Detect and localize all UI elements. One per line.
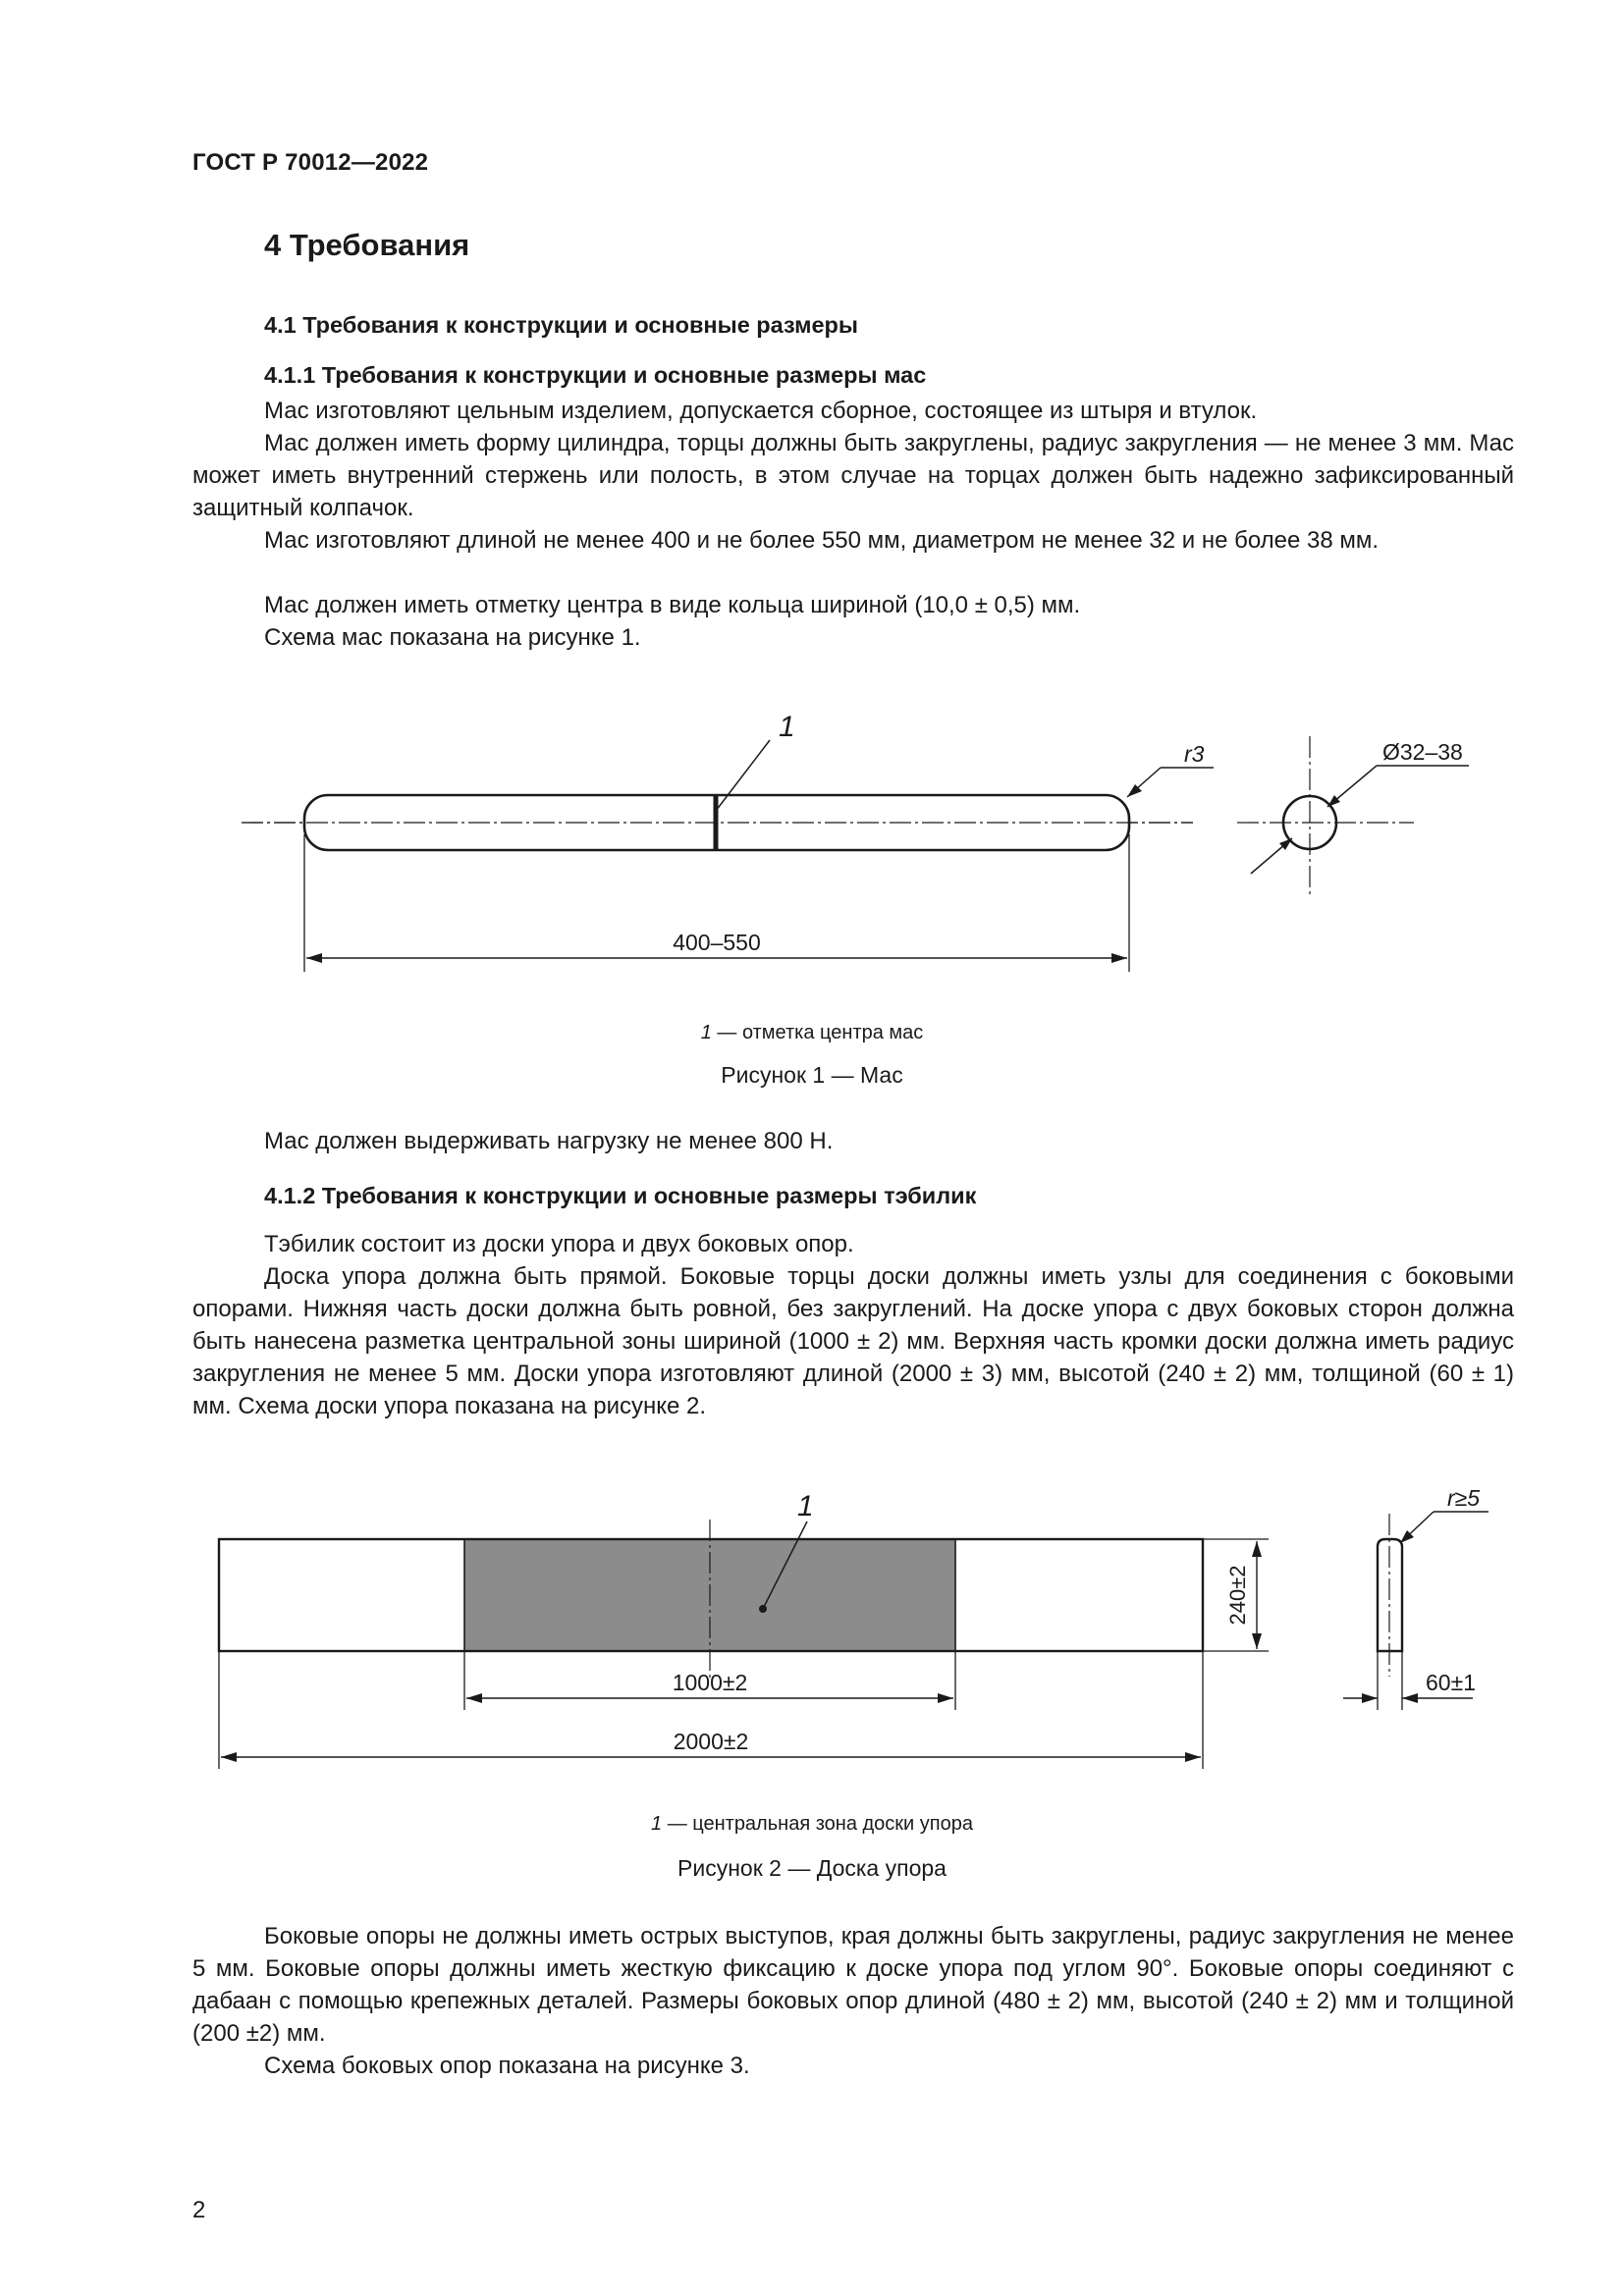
zone-label: 1000±2 (672, 1670, 748, 1695)
arrowhead (221, 1752, 237, 1762)
section-title: 4 Требования (264, 228, 470, 262)
callout-number: 1 (797, 1490, 814, 1522)
paragraph: Мас должен иметь форму цилиндра, торцы должны быть закруглены, радиус закругления — не менее 3 мм. Мас может иметь внутренний стержень или полость, в этом случае на торцах должен быть надежно зафиксированный защитный колпачок. (192, 430, 1514, 521)
paragraph: Схема мас показана на рисунке 1. (264, 624, 641, 651)
radius-label: r3 (1184, 741, 1205, 767)
paragraph: Мас должен выдерживать нагрузку не менее 800 Н. (264, 1128, 834, 1154)
figure-1-title: Рисунок 1 — Мас (721, 1062, 903, 1088)
figure-2-legend (0, 1813, 1624, 1836)
legend-number: 1 (651, 1813, 663, 1835)
paragraph: Боковые опоры не должны иметь острых выступов, края должны быть закруглены, радиус закругления не менее 5 мм. Боковые опоры должны иметь жесткую фиксацию к доске упора под углом 90°. Боковые опоры соединяют с дабаан с помощью крепежных деталей. Размеры боковых опор длиной (480 ± 2) мм, высотой (240 ± 2) мм и толщиной (200 ±2) мм. (192, 1923, 1514, 2047)
paragraph: Доска упора должна быть прямой. Боковые торцы доски должны иметь узлы для соединения с боковыми опорами. Нижняя часть доски должна быть ровной, без закруглений. На доске упора с двух боковых сторон должна быть нанесена разметка центральной зоны шириной (1000 ± 2) мм. Верхняя часть кромки доски должна иметь радиус закругления не менее 5 мм. Доски упора изготовляют длиной (2000 ± 3) мм, высотой (240 ± 2) мм, толщиной (60 ± 1) мм. Схема доски упора показана на рисунке 2. (192, 1263, 1514, 1419)
callout-dot (759, 1605, 767, 1613)
paragraph: Схема боковых опор показана на рисунке 3. (264, 2053, 750, 2079)
page-number: 2 (192, 2197, 206, 2223)
paragraph: Мас должен иметь отметку центра в виде кольца шириной (10,0 ± 0,5) мм. (264, 592, 1081, 618)
arrowhead (1252, 1633, 1262, 1649)
arrowhead (1185, 1752, 1201, 1762)
paragraph: Мас изготовляют длиной не менее 400 и не более 550 мм, диаметром не менее 32 и не более 38 мм. (264, 527, 1380, 554)
figure-2-drawing (0, 1453, 1624, 1796)
paragraph: Тэбилик состоит из доски упора и двух боковых опор. (264, 1231, 854, 1257)
legend-number: 1 (700, 1022, 712, 1043)
thickness-label: 60±1 (1426, 1670, 1476, 1695)
subsection-title: 4.1 Требования к конструкции и основные размеры (264, 312, 858, 338)
arrowhead (466, 1693, 482, 1703)
clause-4-1-1-title: 4.1.1 Требования к конструкции и основные размеры мас (264, 362, 927, 388)
arrowhead (938, 1693, 953, 1703)
radius-label: r≥5 (1447, 1485, 1481, 1511)
diameter-label: Ø32–38 (1382, 739, 1463, 765)
arrowhead (306, 953, 322, 963)
figure-1-legend (0, 1022, 1624, 1044)
arrowhead (1111, 953, 1127, 963)
arrowhead (1402, 1693, 1418, 1703)
arrowhead (1362, 1693, 1378, 1703)
paragraph: Мас изготовляют цельным изделием, допускается сборное, состоящее из штыря и втулок. (264, 398, 1258, 424)
legend-text: — отметка центра мас (711, 1022, 924, 1043)
figure-1-drawing (0, 687, 1624, 1001)
callout-number: 1 (779, 711, 795, 743)
legend-text: — центральная зона доски упора (662, 1813, 973, 1835)
length-label: 2000±2 (673, 1729, 749, 1754)
clause-4-1-2-title: 4.1.2 Требования к конструкции и основные размеры тэбилик (264, 1183, 977, 1208)
arrowhead (1252, 1541, 1262, 1557)
figure-2-title: Рисунок 2 — Доска упора (677, 1855, 947, 1881)
document-header: ГОСТ Р 70012—2022 (192, 149, 429, 176)
length-label: 400–550 (673, 930, 761, 955)
height-label: 240±2 (1225, 1565, 1250, 1626)
